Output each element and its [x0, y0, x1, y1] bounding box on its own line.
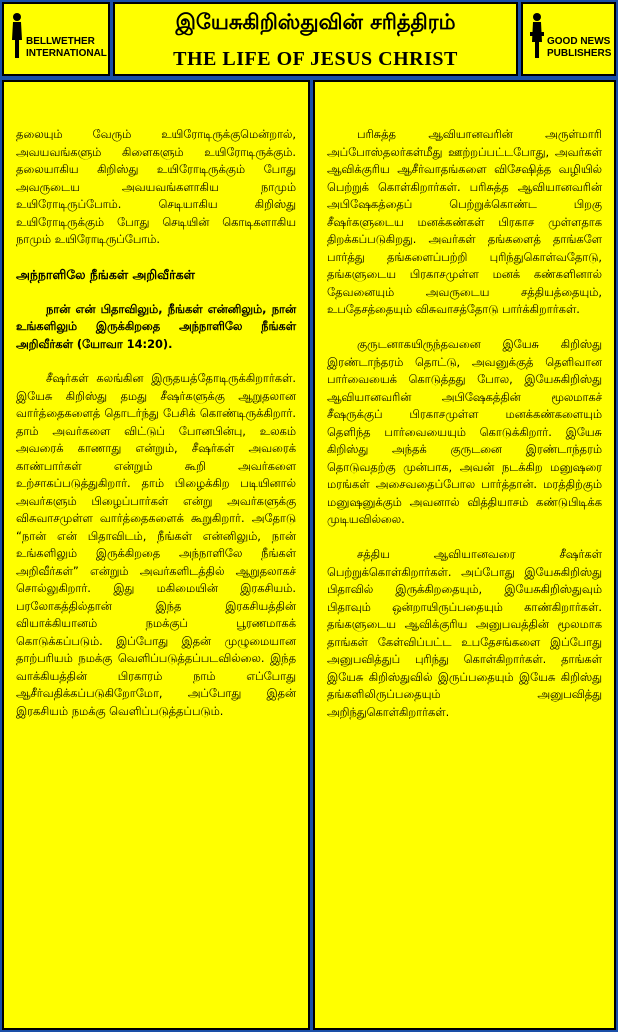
- bellwether-logo-line1: BELLWETHER: [26, 36, 95, 47]
- right-paragraph-1: பரிசுத்த ஆவியானவரின் அருள்மாரி அப்போஸ்தலர்கள்மீது ஊற்றப்பட்டபோது, அவர்கள் ஆவிக்குரிய ஆசீர்வாதங்களை விசேஷித்த வழியில் பெற்றுக் கொள்கிறார்கள். பரிசுத்த ஆவியானவரின் அபிஷேகத்தைப் பெற்றுக்கொண்ட பிறகு சீஷர்களுடைய மனக்கண்கள் பிரகாச முள்ளதாக திறக்கப்படுகிறது. அவர்கள் தங்களைத் தாங்களே பார்த்து தங்களைப்பற்றி புரிந்துகொள்வதோடு, தங்களுடைய பிரகாசமுள்ள மனக் கண்களினால் தேவனையும் அவருடைய சத்தியத்தையும், உபதேசத்தையும் விசுவாசத்தோடு பார்க்கிறார்கள்.: [327, 127, 602, 316]
- left-column-text: [16, 126, 296, 720]
- bellwether-logo: [10, 12, 107, 60]
- good-news-logo-box: [521, 2, 616, 76]
- good-news-figure-icon: [529, 12, 545, 60]
- page-title-english: THE LIFE OF JESUS CHRIST: [173, 48, 458, 70]
- left-column: [2, 80, 310, 1030]
- right-column-text: [327, 126, 602, 721]
- right-column: [313, 80, 616, 1030]
- bellwether-figure-icon: [10, 12, 24, 60]
- right-paragraph-2: குருடனாகயிருந்தவனை இயேசு கிறிஸ்து இரண்டாந்தரம் தொட்டு, அவனுக்குத் தெளிவான பார்வையைக் கொடுத்தது போல, இயேசுகிறிஸ்து ஆவியானவரின் அபிஷேகத்தின் மூலமாகச் சீஷருக்குப் பிரகாசமுள்ள மனக்கண்களையும் தெளிந்த பார்வையையும் கொடுக்கிறார். இயேசு கிறிஸ்து அந்தக் குருடனை இரண்டாந்தரம் தொடுவதற்கு முன்பாக, அவன் நடக்கிற மனுஷரை மரங்கள் அசைவதைப்போல பார்த்தான். மரத்திற்கும் மனுஷனுக்கும் அவனால் வித்தியாசம் கண்டுபிடிக்க முடியவில்லை.: [327, 337, 602, 526]
- good-news-logo: [529, 12, 611, 60]
- title-box: [113, 2, 518, 76]
- left-paragraph-1: தலையும் வேரும் உயிரோடிருக்குமென்றால், அவயவங்களும் கிளைகளும் உயிரோடிருக்கும். தலையாகிய கிறிஸ்து உயிரோடிருக்கும் போது அவருடைய அவயவங்களாகிய நாமும் உயிரோடிருப்போம். செடியாகிய கிறிஸ்து உயிரோடிருக்கும் போது செடியின் கொடிகளாகிய நாமும் உயிரோடிருப்போம்.: [16, 127, 296, 246]
- bellwether-logo-line2: INTERNATIONAL: [26, 48, 107, 59]
- good-news-logo-line1: GOOD NEWS: [547, 36, 611, 47]
- left-paragraph-2: சீஷர்கள் கலங்கின இருதயத்தோடிருக்கிறார்கள். இயேசு கிறிஸ்து தமது சீஷர்களுக்கு ஆறுதலான வார்த்தைகளைத் தொடர்ந்து பேசிக் கொண்டிருக்கிறார். தாம் அவர்களை விட்டுப் போனபின்பு, உலகம் அவரைக் காணாது என்றும், சீஷர்கள் அவரைக் காண்பார்கள் என்றும் கூறி அவர்களை உற்சாகப்படுத்துகிறார். தாம் பிழைக்கிற படியினால் அவர்களும் பிழைப்பார்கள் என்று அவர்களுக்கு விசுவாசமுள்ள வார்த்தைகளைக் கூறுகிறார். அதோடு “நான் என் பிதாவிடம், நீங்கள் என்னிலும், நான் உங்களிலும் இருக்கிறதை அந்நாளிலே நீங்கள் அறிவீர்கள்” என்றும் அவர்களிடத்தில் ஆறுதலாகச் சொல்லுகிறார். இது மகிமையின் இரகசியம். பரலோகத்தில்தான் இந்த இரகசியத்தின் வியாக்கியானம் நமக்குப் பூரணமாகக் கொடுக்கப்படும். இப்போது இதன் முழுமையான தாற்பரியம் நமக்கு வெளிப்படுத்தப்படவில்லை. இந்த வாக்கியத்தின் பிரகாரம் நாம் எப்போது ஆசீர்வதிக்கப்படுகிறோமோ, அப்போது இதன் இரகசியம் நமக்கு வெளிப்படுத்தப்படும்.: [16, 371, 296, 718]
- section-heading: அந்நாளிலே நீங்கள் அறிவீர்கள்: [16, 266, 195, 282]
- scripture-verse: நான் என் பிதாவிலும், நீங்கள் என்னிலும், நான் உங்களிலும் இருக்கிறதை அந்நாளிலே நீங்கள் அறிவீர்கள் (யோவா 14:20).: [16, 301, 296, 351]
- bellwether-logo-box: [2, 2, 110, 76]
- right-paragraph-3: சத்திய ஆவியானவரை சீஷர்கள் பெற்றுக்கொள்கிறார்கள். அப்போது இயேசுகிறிஸ்து பிதாவில் இருக்கிறதையும், இயேசுகிறிஸ்துவும் பிதாவும் ஒன்றாயிருப்பதையும் காண்கிறார்கள். தங்களுடைய ஆவிக்குரிய அனுபவத்தின் மூலமாக தாங்கள் கேள்விப்பட்ட உபதேசங்களை இப்போது அனுபவித்துப் புரிந்து கொள்கிறார்கள். தாங்கள் இயேசு கிறிஸ்துவில் இருப்பதையும் இயேசு கிறிஸ்து தங்களிலிருப்பதையும் அனுபவித்து அறிந்துகொள்கிறார்கள்.: [327, 547, 602, 719]
- page-title-tamil: இயேசுகிறிஸ்துவின் சரித்திரம்: [175, 10, 456, 34]
- good-news-logo-line2: PUBLISHERS: [547, 48, 612, 59]
